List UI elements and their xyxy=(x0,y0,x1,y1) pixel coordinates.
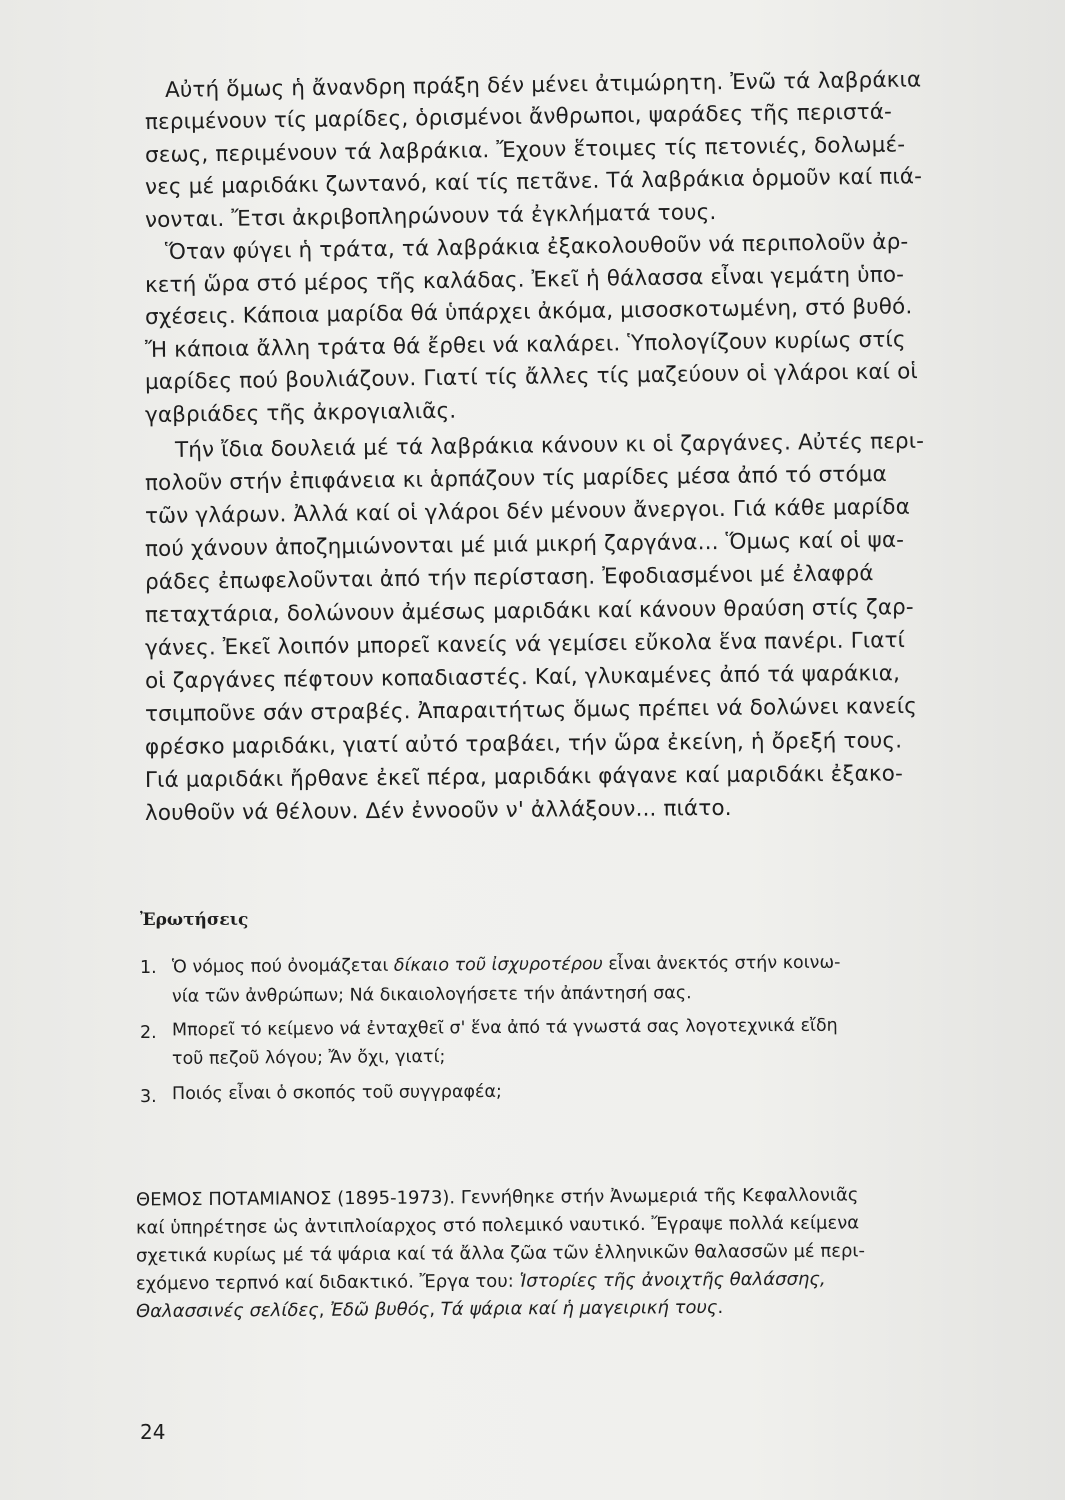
question-1-text-start: Ὁ νόμος πού ὀνομάζεται xyxy=(171,955,394,978)
author-work-title-3: Ἐδῶ βυθός xyxy=(330,1299,430,1321)
paragraph-3-line-5: ράδες ἐπωφελοῦνται ἀπό τήν περίσταση. Ἐφοδιασμένοι μέ ἐλαφρά xyxy=(144,561,874,595)
page-number: 24 xyxy=(140,1420,166,1444)
question-1-line-1 xyxy=(172,953,841,978)
author-work-title-1: Ἱστορίες τῆς ἀνοιχτῆς θαλάσσης, xyxy=(519,1268,826,1292)
author-bio-line-4 xyxy=(136,1269,826,1295)
author-work-title-4: Τά ψάρια καί ἡ μαγειρική τους xyxy=(440,1296,718,1320)
paragraph-3-line-2: πολοῦν στήν ἐπιφάνεια κι ἁρπάζουν τίς μαρίδες μέσα ἀπό τό στόμα xyxy=(144,461,888,496)
question-2-number: 2. xyxy=(140,1023,157,1043)
paragraph-1-line-4: νες μέ μαριδάκι ζωντανό, καί τίς πετᾶνε. Τά λαβράκια ὁρμοῦν καί πιά- xyxy=(144,164,923,200)
paragraph-3-line-11: Γιά μαριδάκι ἤρθανε ἐκεῖ πέρα, μαριδάκι φάγανε καί μαριδάκι ἐξακο- xyxy=(144,761,904,793)
author-bio-line-3: σχετικά κυρίως μέ τά ψάρια καί τά ἄλλα ζῶα τῶν ἑλληνικῶν θαλασσῶν μέ περι- xyxy=(135,1240,865,1267)
paragraph-2-line-4: Ἤ κάποια ἄλλη τράτα θά ἔρθει νά καλάρει. Ὑπολογίζουν κυρίως στίς xyxy=(144,327,906,363)
paragraph-1-line-2: περιμένουν τίς μαρίδες, ὁρισμένοι ἄνθρωποι, ψαράδες τῆς περιστά- xyxy=(144,99,893,135)
question-3-number: 3. xyxy=(140,1087,157,1107)
paragraph-3-line-7: γάνες. Ἐκεῖ λοιπόν μπορεῖ κανείς νά γεμίσει εὔκολα ἕνα πανέρι. Γιατί xyxy=(144,628,906,661)
question-1-number: 1. xyxy=(140,958,157,978)
paragraph-2-line-5: μαρίδες πού βουλιάζουν. Γιατί τίς ἄλλες τίς μαζεύουν οἱ γλάροι καί οἱ xyxy=(144,359,919,395)
questions-heading: Ἐρωτήσεις xyxy=(140,910,249,930)
paragraph-3-line-10: φρέσκο μαριδάκι, γιατί αὐτό τραβάει, τήν ὥρα ἐκείνη, ἡ ὄρεξή τους. xyxy=(144,728,903,760)
paragraph-3-line-1: Τήν ἴδια δουλειά μέ τά λαβράκια κάνουν κι οἱ ζαργάνες. Αὐτές περι- xyxy=(174,428,925,463)
paragraph-2-line-2: κετή ὥρα στό μέρος τῆς καλάδας. Ἐκεῖ ἡ θάλασσα εἶναι γεμάτη ὑπο- xyxy=(144,262,905,298)
question-1-emphasis: δίκαιο τοῦ ἰσχυροτέρου xyxy=(393,954,603,976)
paragraph-1-line-5: νονται. Ἔτσι ἀκριβοπληρώνουν τά ἐγκλήματά τους. xyxy=(144,200,717,233)
question-1-text-end: εἶναι ἀνεκτός στήν κοινω- xyxy=(602,952,841,975)
paragraph-3-line-9: τσιμποῦνε σάν στραβές. Ἀπαραιτήτως ὅμως πρέπει νά δολώνει κανείς xyxy=(144,693,918,727)
paragraph-2-line-6: γαβριάδες τῆς ἀκρογιαλιᾶς. xyxy=(144,398,457,428)
author-bio-line-2: καί ὑπηρέτησε ὡς ἀντιπλοίαρχος στό πολεμικό ναυτικό. Ἔγραψε πολλά κείμενα xyxy=(135,1212,860,1239)
question-2-line-2: τοῦ πεζοῦ λόγου; Ἄν ὄχι, γιατί; xyxy=(171,1047,446,1069)
paragraph-3-line-6: πεταχτάρια, δολώνουν ἀμέσως μαριδάκι καί κάνουν θραύση στίς ζαρ- xyxy=(144,594,914,628)
paragraph-1-line-3: σεως, περιμένουν τά λαβράκια. Ἔχουν ἕτοιμες τίς πετονιές, δολωμέ- xyxy=(144,132,906,168)
paragraph-2-line-1: Ὅταν φύγει ἡ τράτα, τά λαβράκια ἐξακολουθοῦν νά περιπολοῦν ἀρ- xyxy=(164,229,909,265)
author-bio-line-5 xyxy=(136,1297,723,1322)
author-work-separator-1: , xyxy=(318,1299,331,1321)
author-bio-line-1: ΘΕΜΟΣ ΠΟΤΑΜΙΑΝΟΣ (1895-1973). Γεννήθηκε στήν Ἀνωμεριά τῆς Κεφαλλονιᾶς xyxy=(135,1184,859,1211)
paragraph-2-line-3: σχέσεις. Κάποια μαρίδα θά ὑπάρχει ἀκόμα, μισοσκοτωμένη, στό βυθό. xyxy=(144,294,913,330)
author-bio-end: . xyxy=(717,1296,724,1318)
paragraph-1-line-1: Αὐτή ὅμως ἡ ἄνανδρη πράξη δέν μένει ἀτιμώρητη. Ἐνῶ τά λαβράκια xyxy=(164,67,922,103)
author-bio-works-intro: εχόμενο τερπνό καί διδακτικό. Ἔργα του: xyxy=(135,1270,520,1295)
question-1-line-2: νία τῶν ἀνθρώπων; Νά δικαιολογήσετε τήν ἀπάντησή σας. xyxy=(171,983,692,1007)
author-work-title-2: Θαλασσινές σελίδες xyxy=(135,1299,319,1323)
author-work-separator-2: , xyxy=(429,1298,441,1321)
paragraph-3-line-4: πού χάνουν ἀποζημιώνονται μέ μιά μικρή ζαργάνα... Ὅμως καί οἱ ψα- xyxy=(144,527,905,562)
paragraph-3-line-3: τῶν γλάρων. Ἀλλά καί οἱ γλάροι δέν μένουν ἄνεργοι. Γιά κάθε μαρίδα xyxy=(144,494,911,529)
paragraph-3-line-8: οἱ ζαργάνες πέφτουν κοπαδιαστές. Καί, γλυκαμένες ἀπό τά ψαράκια, xyxy=(144,661,901,694)
question-2-line-1: Μπορεῖ τό κείμενο νά ἐνταχθεῖ σ' ἕνα ἀπό τά γνωστά σας λογοτεχνικά εἴδη xyxy=(171,1015,838,1041)
question-3-line-1: Ποιός εἶναι ὁ σκοπός τοῦ συγγραφέα; xyxy=(171,1081,502,1105)
paragraph-3-line-12: λουθοῦν νά θέλουν. Δέν ἐννοοῦν ν' ἀλλάξουν... πιάτο. xyxy=(144,795,732,826)
